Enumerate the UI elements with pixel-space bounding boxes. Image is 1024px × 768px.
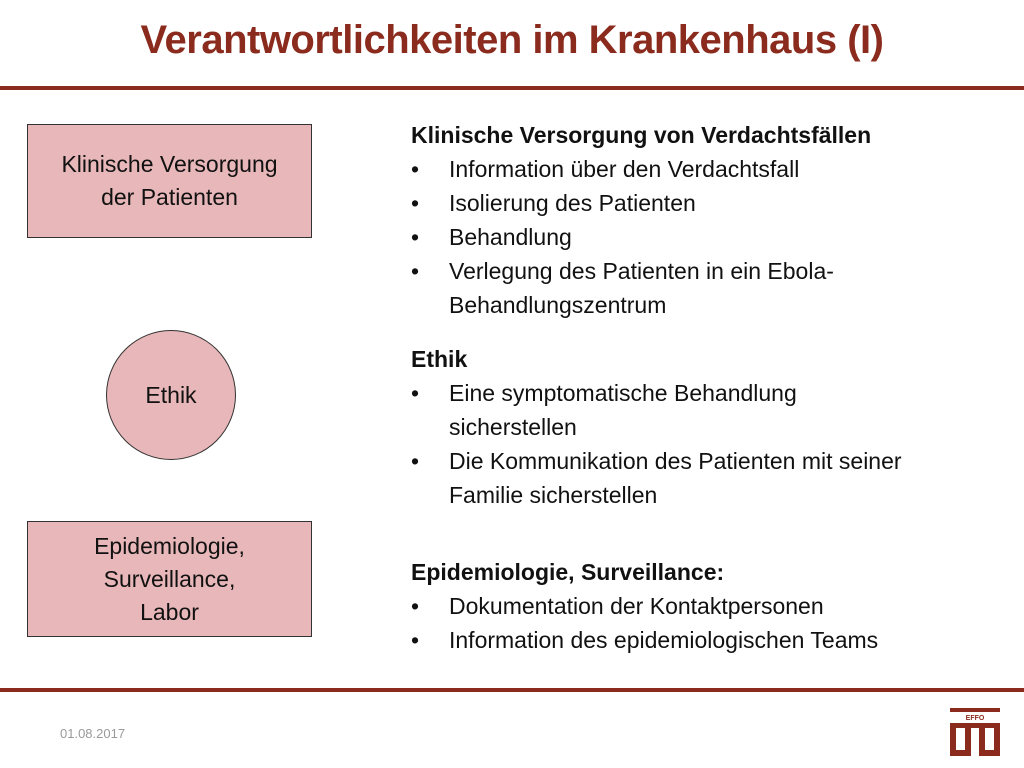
list-item-text: Information des epidemiologischen Teams bbox=[449, 627, 879, 653]
circle-ethics-label: Ethik bbox=[145, 381, 197, 408]
list-item bbox=[411, 152, 1001, 186]
section-heading: Ethik bbox=[411, 346, 468, 372]
bullet-list bbox=[411, 589, 1001, 657]
list-item bbox=[411, 376, 1001, 444]
box-epidemiology bbox=[27, 521, 312, 637]
box-clinical-care-line: der Patienten bbox=[101, 184, 238, 210]
bullet-icon: • bbox=[411, 156, 420, 182]
list-item-text: Isolierung des Patienten bbox=[449, 190, 696, 216]
top-divider bbox=[0, 86, 1024, 90]
box-clinical-care bbox=[27, 124, 312, 238]
list-item-text: Die Kommunikation des Patienten mit seiner bbox=[449, 448, 902, 474]
list-item bbox=[411, 254, 1001, 322]
effo-logo-icon bbox=[946, 706, 1004, 760]
section-clinical-care bbox=[411, 118, 1001, 322]
bullet-icon: • bbox=[411, 627, 420, 653]
section-ethics bbox=[411, 342, 1001, 512]
list-item-text: Verlegung des Patienten in ein Ebola- bbox=[449, 258, 834, 284]
bullet-icon: • bbox=[411, 258, 420, 284]
list-item-text: sicherstellen bbox=[449, 414, 577, 440]
list-item-text: Behandlung bbox=[449, 224, 572, 250]
section-epidemiology bbox=[411, 555, 1001, 657]
box-epidemiology-line: Surveillance, bbox=[103, 565, 236, 592]
box-clinical-care-line: Klinische Versorgung bbox=[61, 151, 278, 177]
list-item bbox=[411, 220, 1001, 254]
list-item-text: Eine symptomatische Behandlung bbox=[449, 380, 797, 406]
list-item-text: Behandlungszentrum bbox=[449, 292, 667, 318]
bullet-icon: • bbox=[411, 448, 420, 474]
box-epidemiology-line: Labor bbox=[140, 598, 199, 625]
list-item bbox=[411, 623, 1001, 657]
list-item-text: Dokumentation der Kontaktpersonen bbox=[449, 593, 824, 619]
bottom-divider bbox=[0, 688, 1024, 692]
list-item bbox=[411, 186, 1001, 220]
list-item-text: Information über den Verdachtsfall bbox=[449, 156, 800, 182]
circle-ethics bbox=[106, 330, 236, 460]
bullet-list bbox=[411, 376, 1001, 512]
section-heading: Epidemiologie, Surveillance: bbox=[411, 559, 725, 585]
slide-title: Verantwortlichkeiten im Krankenhaus (I) bbox=[140, 18, 884, 62]
list-item-text: Familie sicherstellen bbox=[449, 482, 658, 508]
box-epidemiology-line: Epidemiologie, bbox=[94, 532, 245, 559]
footer-date: 01.08.2017 bbox=[60, 726, 126, 741]
list-item bbox=[411, 444, 1001, 512]
bullet-list bbox=[411, 152, 1001, 322]
bullet-icon: • bbox=[411, 380, 420, 406]
logo-text: EFFO bbox=[965, 715, 985, 722]
list-item bbox=[411, 589, 1001, 623]
bullet-icon: • bbox=[411, 224, 420, 250]
section-heading: Klinische Versorgung von Verdachtsfällen bbox=[411, 122, 872, 148]
bullet-icon: • bbox=[411, 593, 420, 619]
bullet-icon: • bbox=[411, 190, 420, 216]
